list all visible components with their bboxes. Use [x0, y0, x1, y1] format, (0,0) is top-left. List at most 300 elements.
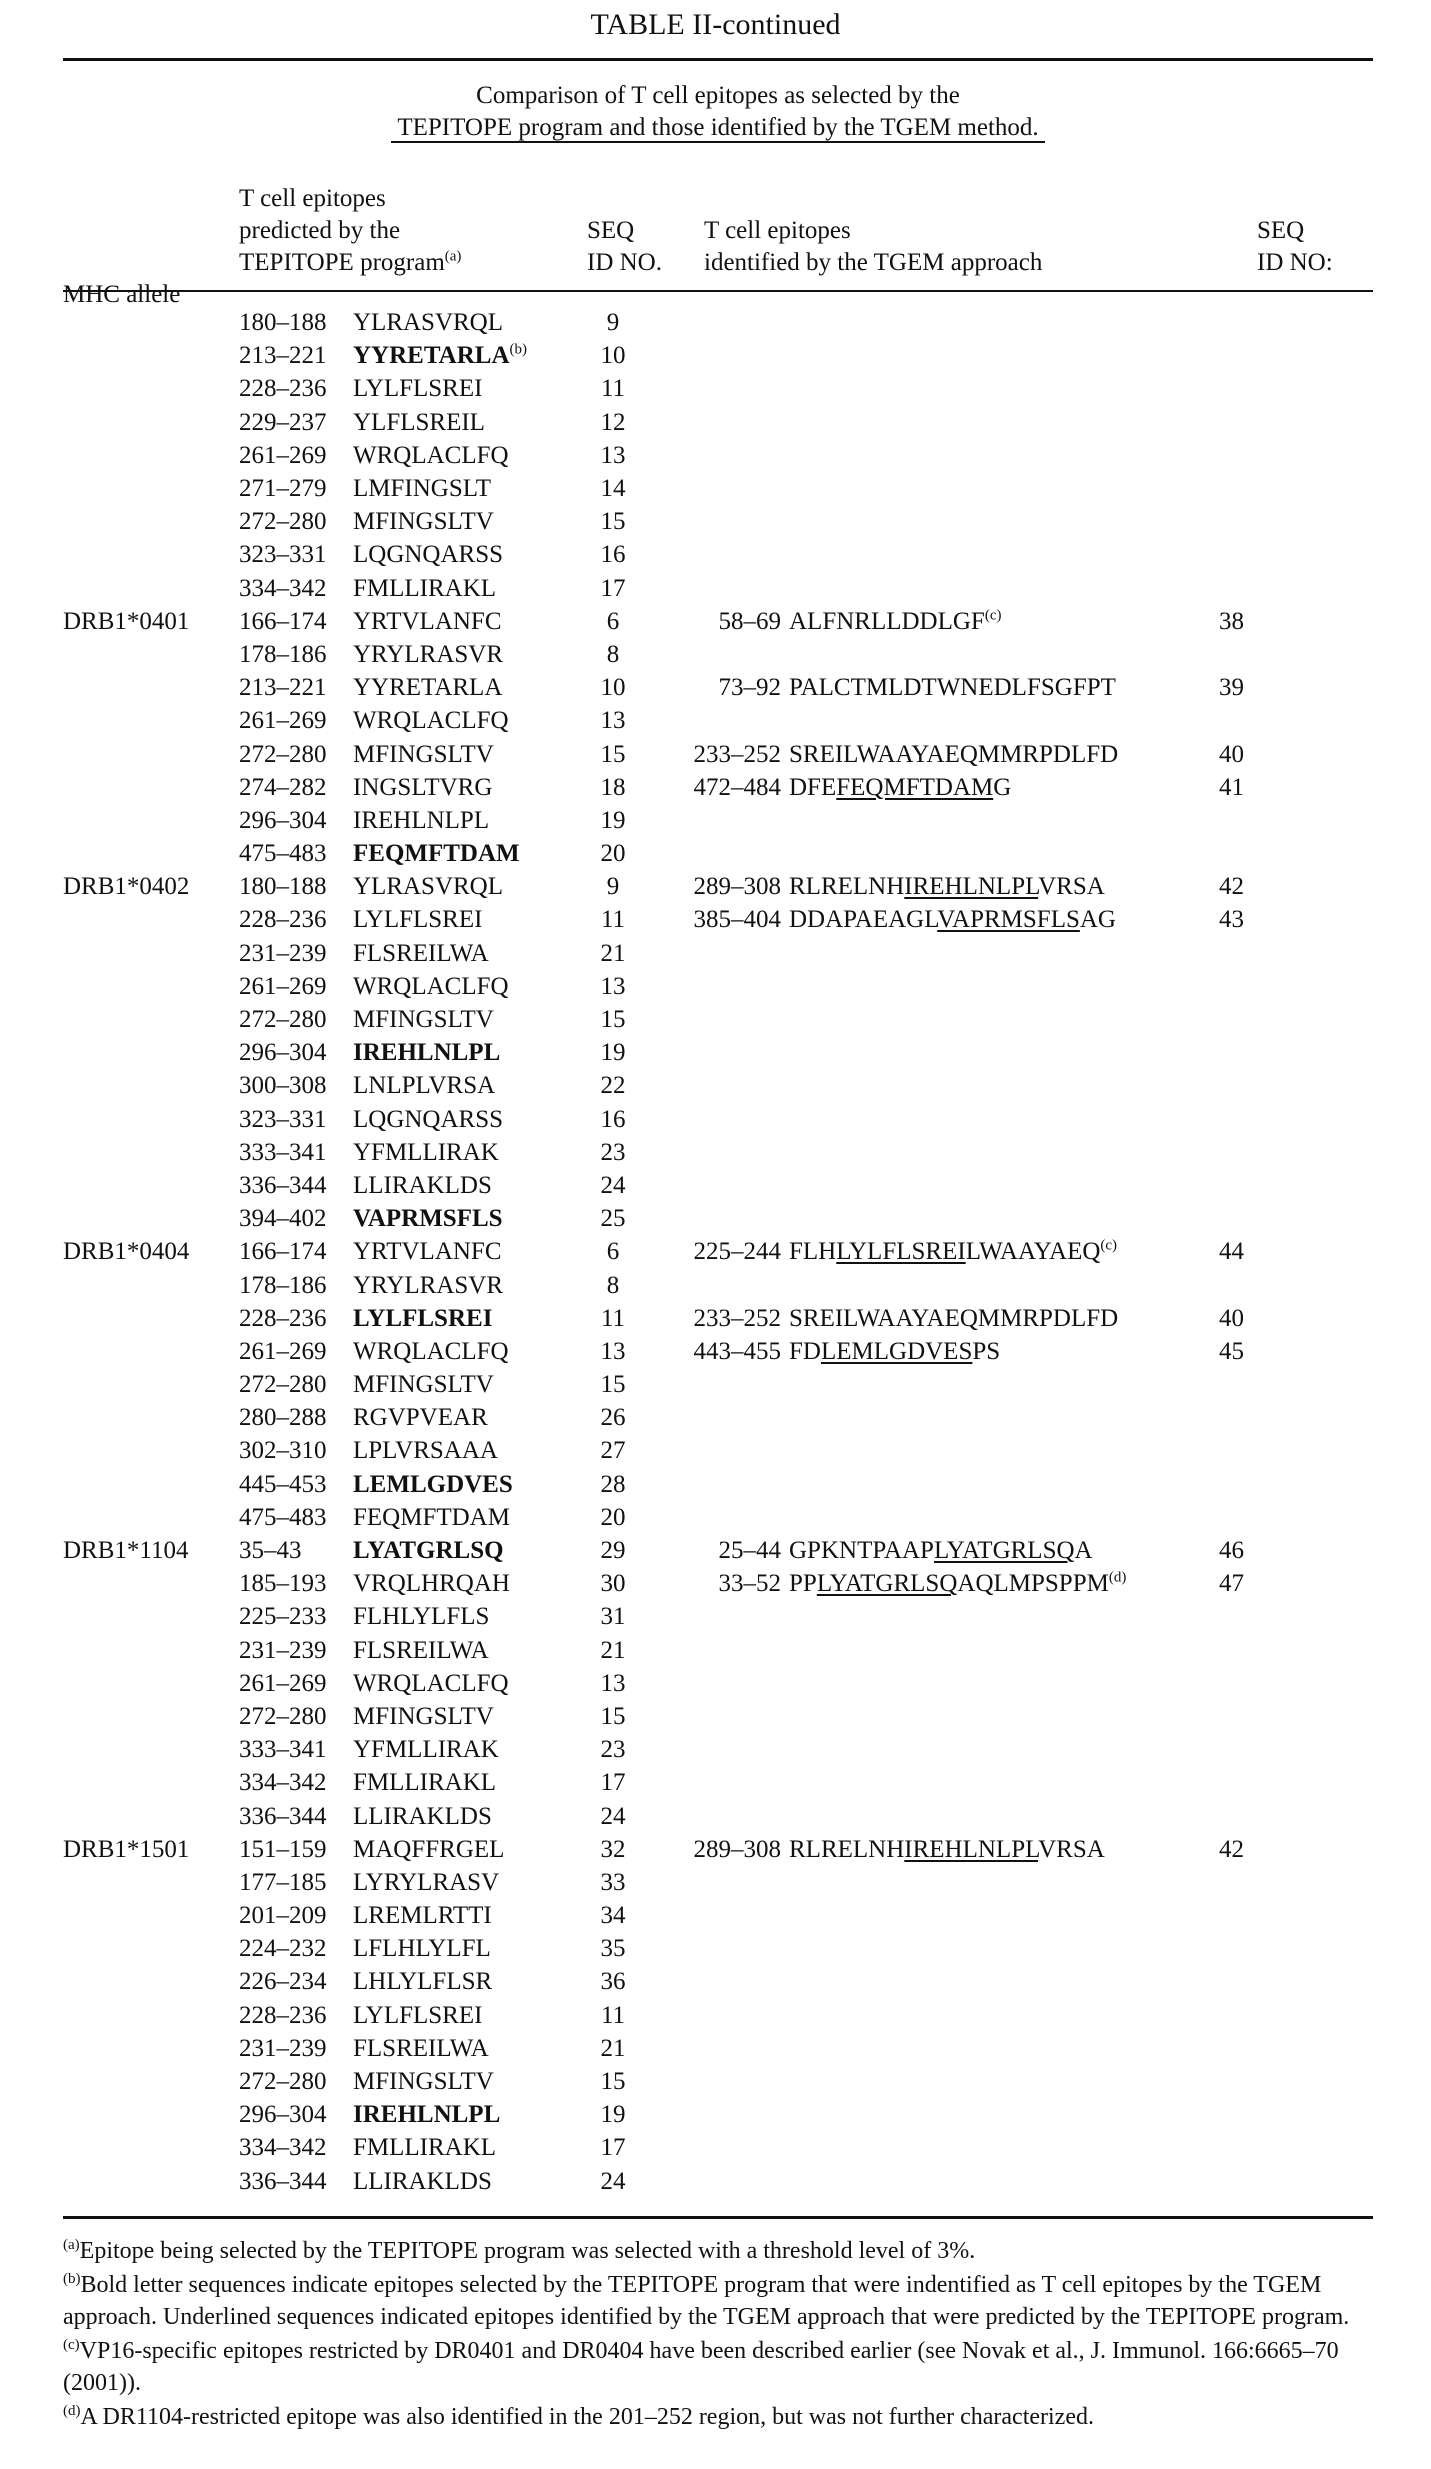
predicted-range: 180–188 [239, 870, 349, 903]
predicted-range: 228–236 [239, 903, 349, 936]
predicted-sequence: LYLFLSREI [349, 372, 583, 405]
tgem-range: 385–404 [643, 903, 781, 936]
predicted-range: 272–280 [239, 1368, 349, 1401]
table-row [63, 1733, 1299, 1766]
tgem-range [643, 1932, 781, 1965]
predicted-sequence: LFLHLYLFL [349, 1932, 583, 1965]
tgem-sequence [781, 1600, 1213, 1633]
tgem-seq-id [1213, 804, 1299, 837]
mhc-allele [63, 1202, 239, 1235]
predicted-range: 261–269 [239, 1335, 349, 1368]
tgem-range [643, 1799, 781, 1832]
tgem-sequence [781, 1003, 1213, 1036]
table-row [63, 671, 1299, 704]
table-row [63, 1268, 1299, 1301]
predicted-range: 226–234 [239, 1965, 349, 1998]
tgem-range: 58–69 [643, 605, 781, 638]
tgem-seq-id: 42 [1213, 1833, 1299, 1866]
table-row [63, 505, 1299, 538]
tgem-seq-id [1213, 970, 1299, 1003]
predicted-range: 225–233 [239, 1600, 349, 1633]
mhc-allele [63, 837, 239, 870]
underlined-epitope: IREHLNLPL [904, 1836, 1038, 1863]
mhc-allele: DRB1*1104 [63, 1534, 239, 1567]
footnote-mark: (c) [63, 2337, 80, 2353]
seq-id: 36 [583, 1965, 643, 1998]
mhc-allele [63, 937, 239, 970]
table-row [63, 372, 1299, 405]
table-row [63, 538, 1299, 571]
predicted-sequence: LQGNQARSS [349, 1103, 583, 1136]
seq-id: 25 [583, 1202, 643, 1235]
predicted-sequence: YLRASVRQL [349, 306, 583, 339]
seq-id: 34 [583, 1899, 643, 1932]
table-row [63, 1003, 1299, 1036]
mhc-allele [63, 1036, 239, 1069]
table-row [63, 1799, 1299, 1832]
underlined-epitope: LEMLGDVES [821, 1338, 972, 1365]
predicted-sequence: LREMLRTTI [349, 1899, 583, 1932]
seq-id: 32 [583, 1833, 643, 1866]
tgem-range [643, 1169, 781, 1202]
predicted-sequence: LLIRAKLDS [349, 1799, 583, 1832]
predicted-range: 323–331 [239, 1103, 349, 1136]
tgem-seq-id [1213, 2098, 1299, 2131]
seq-id: 29 [583, 1534, 643, 1567]
seq-id: 23 [583, 1733, 643, 1766]
tgem-range [643, 2032, 781, 2065]
mhc-allele [63, 671, 239, 704]
seq-id: 10 [583, 671, 643, 704]
table-row [63, 638, 1299, 671]
table-row [63, 837, 1299, 870]
predicted-range: 280–288 [239, 1401, 349, 1434]
tgem-sequence: PALCTMLDTWNEDLFSGFPT [781, 671, 1213, 704]
predicted-sequence: LQGNQARSS [349, 538, 583, 571]
footnote-text: Bold letter sequences indicate epitopes selected by the TEPITOPE program that were indentified as T cell epitopes by the TGEM approach. Underlined sequences indicated epitopes identified by the TGEM approach that were predicted by the TEPITOPE program. [63, 2272, 1349, 2330]
predicted-sequence [349, 1468, 583, 1501]
predicted-sequence: INGSLTVRG [349, 771, 583, 804]
tgem-sequence [781, 505, 1213, 538]
table-row [63, 1833, 1299, 1866]
predicted-range: 272–280 [239, 737, 349, 770]
seq-id: 11 [583, 372, 643, 405]
tgem-seq-id: 47 [1213, 1567, 1299, 1600]
tgem-range [643, 2098, 781, 2131]
mhc-allele [63, 1368, 239, 1401]
seq-id: 33 [583, 1866, 643, 1899]
predicted-sequence: VRQLHRQAH [349, 1567, 583, 1600]
tgem-seq-id [1213, 1501, 1299, 1534]
seq-id: 20 [583, 837, 643, 870]
seq-id: 13 [583, 704, 643, 737]
predicted-range: 201–209 [239, 1899, 349, 1932]
predicted-sequence: MFINGSLTV [349, 737, 583, 770]
table-row [63, 737, 1299, 770]
header-predicted: T cell epitopes predicted by the TEPITOPE program(a) [239, 183, 461, 279]
mhc-allele [63, 2098, 239, 2131]
table-row [63, 2065, 1299, 2098]
tgem-range: 289–308 [643, 870, 781, 903]
predicted-sequence: YLFLSREIL [349, 406, 583, 439]
tgem-sequence [781, 406, 1213, 439]
predicted-sequence: YRYLRASVR [349, 638, 583, 671]
tgem-sequence [781, 1468, 1213, 1501]
tgem-range [643, 1999, 781, 2032]
tgem-range [643, 2065, 781, 2098]
seq-id: 11 [583, 1302, 643, 1335]
table-row [63, 870, 1299, 903]
underlined-epitope: FEQMFTDAM [836, 774, 993, 801]
tgem-seq-id [1213, 1932, 1299, 1965]
mhc-allele [63, 771, 239, 804]
mhc-allele [63, 970, 239, 1003]
predicted-range: 274–282 [239, 771, 349, 804]
tgem-range [643, 1268, 781, 1301]
predicted-sequence: LLIRAKLDS [349, 1169, 583, 1202]
seq-id: 22 [583, 1069, 643, 1102]
tgem-seq-id: 44 [1213, 1235, 1299, 1268]
predicted-sequence: FMLLIRAKL [349, 572, 583, 605]
tgem-range [643, 1965, 781, 1998]
tgem-seq-id [1213, 1999, 1299, 2032]
predicted-sequence: WRQLACLFQ [349, 704, 583, 737]
predicted-sequence [349, 1202, 583, 1235]
mhc-allele [63, 1468, 239, 1501]
seq-id: 10 [583, 339, 643, 372]
mhc-allele [63, 1999, 239, 2032]
seq-id: 19 [583, 1036, 643, 1069]
tgem-sequence [781, 1434, 1213, 1467]
tgem-range [643, 339, 781, 372]
mhc-allele [63, 472, 239, 505]
predicted-sequence: MFINGSLTV [349, 1700, 583, 1733]
patent-table-page [0, 0, 1431, 2469]
tgem-sequence: PPLYATGRLSQAQLMPSPPM(d) [781, 1567, 1213, 1600]
predicted-range: 224–232 [239, 1932, 349, 1965]
mhc-allele [63, 1335, 239, 1368]
seq-id: 26 [583, 1401, 643, 1434]
tgem-range [643, 538, 781, 571]
seq-id: 15 [583, 1003, 643, 1036]
table-row [63, 1501, 1299, 1534]
seq-id: 15 [583, 1700, 643, 1733]
bottom-rule [63, 2216, 1373, 2219]
tgem-range [643, 970, 781, 1003]
table-row [63, 771, 1299, 804]
tgem-sequence [781, 1069, 1213, 1102]
tgem-seq-id: 41 [1213, 771, 1299, 804]
predicted-range: 334–342 [239, 572, 349, 605]
tgem-sequence [781, 372, 1213, 405]
tgem-seq-id [1213, 1634, 1299, 1667]
tgem-sequence [781, 2131, 1213, 2164]
seq-id: 6 [583, 605, 643, 638]
tgem-range [643, 1733, 781, 1766]
underlined-epitope: IREHLNLPL [904, 873, 1038, 900]
underlined-epitope: VAPRMSFLS [937, 906, 1080, 933]
mhc-allele: DRB1*0401 [63, 605, 239, 638]
predicted-range: 334–342 [239, 2131, 349, 2164]
predicted-sequence: LPLVRSAAA [349, 1434, 583, 1467]
tgem-sequence [781, 1733, 1213, 1766]
tgem-seq-id [1213, 406, 1299, 439]
mhc-allele [63, 1733, 239, 1766]
tgem-sequence [781, 970, 1213, 1003]
table-row [63, 1103, 1299, 1136]
tgem-seq-id: 45 [1213, 1335, 1299, 1368]
mhc-allele: DRB1*0402 [63, 870, 239, 903]
seq-id: 20 [583, 1501, 643, 1534]
tgem-sequence: DDAPAEAGLVAPRMSFLSAG [781, 903, 1213, 936]
tgem-range [643, 1700, 781, 1733]
seq-id: 13 [583, 970, 643, 1003]
bold-sequence: VAPRMSFLS [353, 1205, 503, 1232]
seq-id: 15 [583, 1368, 643, 1401]
tgem-seq-id [1213, 339, 1299, 372]
predicted-range: 178–186 [239, 1268, 349, 1301]
mhc-allele [63, 1069, 239, 1102]
tgem-sequence [781, 1202, 1213, 1235]
tgem-seq-id [1213, 1103, 1299, 1136]
tgem-sequence: FDLEMLGDVESPS [781, 1335, 1213, 1368]
seq-id: 12 [583, 406, 643, 439]
mhc-allele [63, 2032, 239, 2065]
predicted-range: 323–331 [239, 538, 349, 571]
seq-id: 16 [583, 538, 643, 571]
tgem-seq-id: 43 [1213, 903, 1299, 936]
epitope-table [63, 306, 1299, 2198]
tgem-range [643, 1634, 781, 1667]
predicted-range: 272–280 [239, 1003, 349, 1036]
mhc-allele [63, 1302, 239, 1335]
table-row [63, 1169, 1299, 1202]
seq-id: 21 [583, 937, 643, 970]
table-row [63, 937, 1299, 970]
bold-sequence: IREHLNLPL [353, 2101, 500, 2128]
tgem-sequence [781, 1932, 1213, 1965]
seq-id: 13 [583, 1667, 643, 1700]
tgem-seq-id [1213, 1434, 1299, 1467]
tgem-range: 233–252 [643, 737, 781, 770]
table-row [63, 1434, 1299, 1467]
tgem-sequence [781, 2098, 1213, 2131]
bold-sequence: YYRETARLA [353, 342, 510, 369]
table-row [63, 1468, 1299, 1501]
table-row [63, 339, 1299, 372]
predicted-range: 166–174 [239, 605, 349, 638]
predicted-sequence: FLSREILWA [349, 1634, 583, 1667]
predicted-sequence: LNLPLVRSA [349, 1069, 583, 1102]
tgem-seq-id [1213, 1766, 1299, 1799]
table-row [63, 1899, 1299, 1932]
mhc-allele [63, 2065, 239, 2098]
tgem-sequence [781, 1103, 1213, 1136]
tgem-seq-id [1213, 1700, 1299, 1733]
tgem-sequence [781, 1899, 1213, 1932]
seq-id: 9 [583, 870, 643, 903]
predicted-range: 272–280 [239, 1700, 349, 1733]
predicted-range: 475–483 [239, 837, 349, 870]
tgem-sequence [781, 1169, 1213, 1202]
predicted-range: 475–483 [239, 1501, 349, 1534]
predicted-sequence [349, 2098, 583, 2131]
tgem-sequence [781, 538, 1213, 571]
tgem-sequence: ALFNRLLDDLGF(c) [781, 605, 1213, 638]
tgem-range: 289–308 [643, 1833, 781, 1866]
top-rule [63, 58, 1373, 61]
tgem-seq-id [1213, 1468, 1299, 1501]
tgem-sequence [781, 1766, 1213, 1799]
footnote-mark: (a) [63, 2237, 80, 2253]
table-row [63, 2165, 1299, 2198]
tgem-sequence [781, 339, 1213, 372]
predicted-sequence: LMFINGSLT [349, 472, 583, 505]
tgem-range [643, 837, 781, 870]
table-row [63, 1634, 1299, 1667]
mhc-allele [63, 1567, 239, 1600]
tgem-range [643, 1069, 781, 1102]
predicted-range: 261–269 [239, 704, 349, 737]
mhc-allele [63, 1667, 239, 1700]
tgem-seq-id [1213, 1965, 1299, 1998]
tgem-sequence [781, 2165, 1213, 2198]
tgem-range [643, 1866, 781, 1899]
predicted-range: 229–237 [239, 406, 349, 439]
tgem-seq-id [1213, 704, 1299, 737]
tgem-seq-id [1213, 2131, 1299, 2164]
predicted-sequence: MFINGSLTV [349, 1368, 583, 1401]
table-row [63, 572, 1299, 605]
tgem-sequence [781, 1268, 1213, 1301]
tgem-sequence [781, 1667, 1213, 1700]
header-allele: MHC allele [63, 215, 180, 311]
seq-id: 19 [583, 804, 643, 837]
tgem-sequence [781, 472, 1213, 505]
predicted-sequence [349, 1534, 583, 1567]
seq-id: 24 [583, 1799, 643, 1832]
table-row [63, 2098, 1299, 2131]
table-row [63, 1766, 1299, 1799]
tgem-range [643, 1434, 781, 1467]
seq-id: 21 [583, 2032, 643, 2065]
table-row [63, 605, 1299, 638]
seq-id: 13 [583, 1335, 643, 1368]
tgem-seq-id [1213, 538, 1299, 571]
seq-id: 13 [583, 439, 643, 472]
tgem-range [643, 638, 781, 671]
predicted-sequence: YLRASVRQL [349, 870, 583, 903]
table-row [63, 1700, 1299, 1733]
predicted-sequence: LYRYLRASV [349, 1866, 583, 1899]
tgem-seq-id: 38 [1213, 605, 1299, 638]
tgem-seq-id [1213, 572, 1299, 605]
predicted-range: 261–269 [239, 439, 349, 472]
tgem-range [643, 1766, 781, 1799]
tgem-sequence [781, 1700, 1213, 1733]
bold-sequence: IREHLNLPL [353, 1039, 500, 1066]
seq-id: 16 [583, 1103, 643, 1136]
predicted-range: 334–342 [239, 1766, 349, 1799]
tgem-sequence [781, 572, 1213, 605]
seq-id: 15 [583, 737, 643, 770]
predicted-range: 180–188 [239, 306, 349, 339]
tgem-seq-id [1213, 505, 1299, 538]
tgem-sequence [781, 1965, 1213, 1998]
tgem-seq-id [1213, 1003, 1299, 1036]
predicted-sequence: YRTVLANFC [349, 1235, 583, 1268]
tgem-seq-id [1213, 306, 1299, 339]
seq-id: 23 [583, 1136, 643, 1169]
seq-id: 8 [583, 1268, 643, 1301]
table-row [63, 1401, 1299, 1434]
footnotes [63, 2235, 1373, 2435]
mhc-allele [63, 406, 239, 439]
tgem-sequence: FLHLYLFLSREILWAAYAEQ(c) [781, 1235, 1213, 1268]
predicted-range: 296–304 [239, 2098, 349, 2131]
tgem-range [643, 572, 781, 605]
tgem-range [643, 1368, 781, 1401]
table-row [63, 439, 1299, 472]
tgem-range [643, 472, 781, 505]
predicted-range: 185–193 [239, 1567, 349, 1600]
table-row [63, 2032, 1299, 2065]
predicted-range: 178–186 [239, 638, 349, 671]
mhc-allele [63, 1136, 239, 1169]
tgem-sequence [781, 2032, 1213, 2065]
bold-sequence: LEMLGDVES [353, 1471, 513, 1498]
footnote [63, 2335, 1373, 2399]
predicted-range: 166–174 [239, 1235, 349, 1268]
tgem-range [643, 372, 781, 405]
mhc-allele [63, 372, 239, 405]
footnote-text: A DR1104-restricted epitope was also identified in the 201–252 region, but was not further characterized. [81, 2404, 1094, 2430]
table-row [63, 1600, 1299, 1633]
predicted-range: 261–269 [239, 1667, 349, 1700]
tgem-seq-id [1213, 1036, 1299, 1069]
tgem-sequence [781, 306, 1213, 339]
tgem-seq-id [1213, 1600, 1299, 1633]
predicted-sequence: FEQMFTDAM [349, 1501, 583, 1534]
tgem-seq-id [1213, 1401, 1299, 1434]
tgem-range: 443–455 [643, 1335, 781, 1368]
header-seq-id: SEQ ID NO. [587, 215, 662, 279]
caption-line-1: Comparison of T cell epitopes as selected by the [63, 80, 1373, 112]
tgem-range [643, 1667, 781, 1700]
footnote-mark: (d) [1109, 1570, 1127, 1586]
tgem-sequence [781, 638, 1213, 671]
tgem-sequence [781, 1136, 1213, 1169]
predicted-sequence: RGVPVEAR [349, 1401, 583, 1434]
tgem-seq-id: 39 [1213, 671, 1299, 704]
seq-id: 21 [583, 1634, 643, 1667]
mhc-allele [63, 804, 239, 837]
predicted-sequence: LYLFLSREI [349, 1999, 583, 2032]
tgem-seq-id: 40 [1213, 1302, 1299, 1335]
predicted-range: 261–269 [239, 970, 349, 1003]
seq-id: 11 [583, 903, 643, 936]
seq-id: 28 [583, 1468, 643, 1501]
tgem-range [643, 1401, 781, 1434]
mhc-allele [63, 1899, 239, 1932]
predicted-sequence: FMLLIRAKL [349, 1766, 583, 1799]
tgem-seq-id [1213, 372, 1299, 405]
tgem-sequence [781, 2065, 1213, 2098]
tgem-range [643, 1036, 781, 1069]
predicted-range: 300–308 [239, 1069, 349, 1102]
mhc-allele [63, 505, 239, 538]
tgem-sequence [781, 937, 1213, 970]
